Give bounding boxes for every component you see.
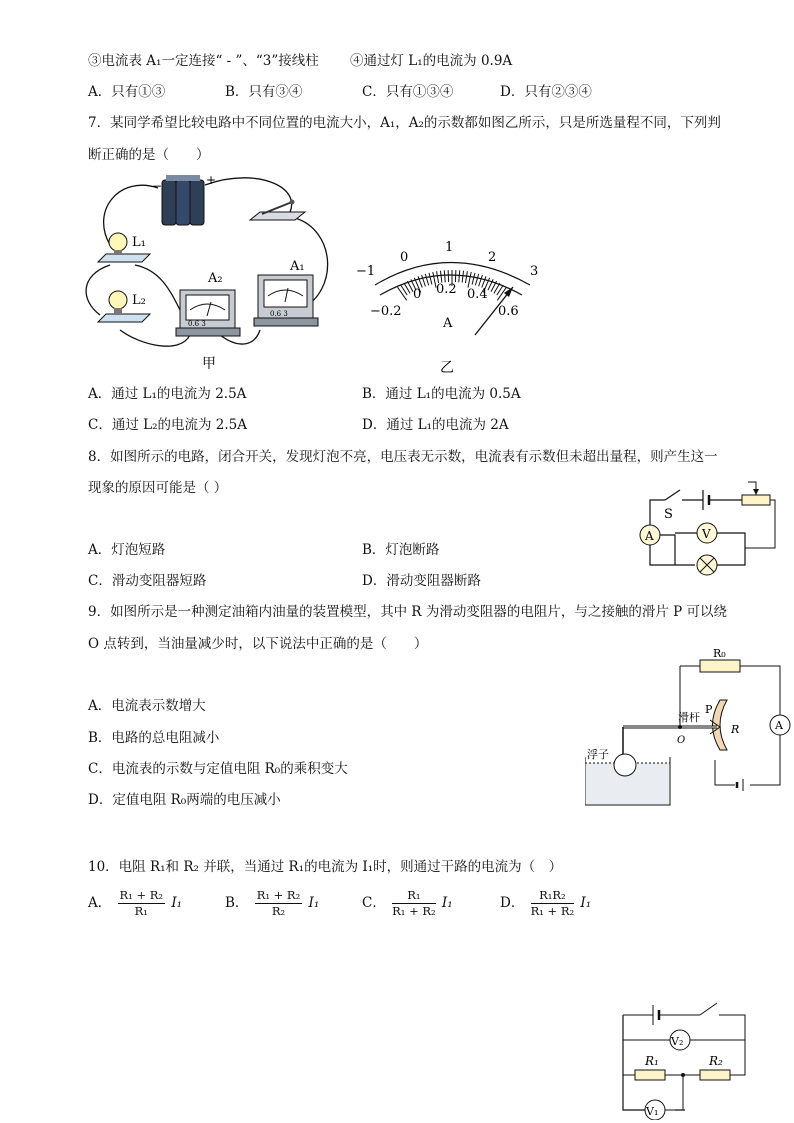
q6-option-c: C．只有①③④ bbox=[362, 84, 454, 100]
label-l1: L₁ bbox=[132, 235, 146, 250]
q9-stem-line1: 9．如图所示是一种测定油箱内油量的装置模型，其中 R 为滑动变阻器的电阻片，与之接触的滑片 P 可以绕 bbox=[88, 604, 728, 620]
q8-option-b: B．灯泡断路 bbox=[362, 542, 440, 558]
r1-label: R₁ bbox=[645, 1054, 659, 1068]
dial-outer-labels bbox=[356, 240, 538, 279]
q10-option-d-label: D． bbox=[500, 895, 525, 911]
q10-stem: 10．电阻 R₁和 R₂ 并联，当通过 R₁的电流为 I₁时，则通过干路的电流为（ ） bbox=[88, 859, 563, 875]
battery-minus: − bbox=[152, 179, 163, 193]
ammeter-a2-icon bbox=[176, 290, 240, 336]
inner-tick-label: 0 bbox=[413, 287, 422, 302]
fraction: $\frac{\text{R₁ + R₂}}{\text{R₁}}$ bbox=[119, 888, 164, 918]
pivot-o-label: O bbox=[677, 735, 686, 746]
dial-tick bbox=[429, 273, 432, 285]
outer-tick-label: −1 bbox=[356, 264, 376, 279]
battery-plus: + bbox=[206, 173, 217, 187]
q6-item-4: ④通过灯 L₁的电流为 0.9A bbox=[350, 53, 513, 69]
label-a1: A₁ bbox=[290, 259, 305, 274]
q10-option-c-label: C． bbox=[362, 895, 386, 911]
dial-tick bbox=[475, 274, 478, 286]
inner-tick-label: 0.6 bbox=[498, 304, 519, 319]
caption-jia: 甲 bbox=[202, 356, 216, 370]
q9-option-b: B．电路的总电阻减小 bbox=[88, 730, 220, 746]
q10-option-b-label: B． bbox=[225, 895, 249, 911]
ammeter-label: A bbox=[775, 719, 783, 732]
fraction: $\frac{\text{R₁R₂}}{\text{R₁ + R₂}}$ bbox=[530, 888, 575, 918]
switch-s-label: S bbox=[664, 507, 673, 522]
q8-option-a: A．灯泡短路 bbox=[88, 542, 166, 558]
voltmeter-v-label: V bbox=[702, 527, 711, 541]
q10-option-d: D． $\frac{\text{R₁R₂}}{\text{R₁ + R₂}}$ I₁ bbox=[500, 888, 592, 918]
q6-option-a: A．只有①③ bbox=[88, 84, 166, 100]
caption-yi: 乙 bbox=[440, 360, 454, 375]
figure-9-oil-gauge bbox=[585, 645, 794, 810]
fraction: $\frac{\text{R₁}}{\text{R₁ + R₂}}$ bbox=[392, 888, 436, 918]
q10-option-c: C． $\frac{\text{R₁}}{\text{R₁ + R₂}}$ I₁ bbox=[362, 888, 453, 918]
switch-icon bbox=[250, 200, 305, 221]
dial-tick bbox=[422, 275, 426, 286]
q6-item-3: ③电流表 A₁一定连接“ - ”、“3”接线柱 bbox=[88, 53, 319, 69]
q9-option-d: D．定值电阻 R₀两端的电压减小 bbox=[88, 792, 281, 808]
q8-option-c: C．滑动变阻器短路 bbox=[88, 573, 207, 589]
figure-8-circuit bbox=[630, 470, 780, 582]
a2-scale: 0.6 3 bbox=[188, 320, 206, 328]
q7-option-c: C．通过 L₂的电流为 2.5A bbox=[88, 417, 248, 433]
dial-tick bbox=[468, 272, 471, 288]
v1-label: V₁ bbox=[646, 1105, 659, 1118]
dial-tick bbox=[459, 270, 460, 282]
dial-unit: A bbox=[443, 316, 453, 331]
q7-option-b: B．通过 L₁的电流为 0.5A bbox=[362, 386, 521, 402]
figure-7-circuit-jia bbox=[80, 170, 345, 370]
q7-option-a: A．通过 L₁的电流为 2.5A bbox=[88, 386, 247, 402]
dial-tick bbox=[462, 271, 463, 283]
dial-inner-labels bbox=[370, 282, 519, 319]
q7-option-d: D．通过 L₁的电流为 2A bbox=[362, 417, 509, 433]
r0-label: R₀ bbox=[713, 647, 726, 660]
inner-tick-label: −0.2 bbox=[370, 304, 402, 319]
dial-tick bbox=[465, 271, 467, 283]
q7-stem-line1: 7．某同学希望比较电路中不同位置的电流大小，A₁，A₂的示数都如图乙所示，只是所选量程不同，下列判 bbox=[88, 115, 721, 131]
ammeter-a1-icon bbox=[254, 275, 318, 326]
float-label: 浮子 bbox=[587, 748, 609, 761]
a1-scale: 0.6 3 bbox=[270, 310, 288, 318]
q6-option-d: D．只有②③④ bbox=[500, 84, 592, 100]
q8-option-d: D．滑动变阻器断路 bbox=[362, 573, 481, 589]
dial-tick bbox=[440, 271, 441, 283]
ammeter-a-label: A bbox=[645, 529, 654, 543]
dial-tick bbox=[479, 275, 483, 286]
r-label: R bbox=[731, 723, 740, 736]
figure-7-meter-yi bbox=[350, 235, 550, 375]
q10-option-b: B． $\frac{\text{R₁ + R₂}}{\text{R₂}}$ I₁ bbox=[225, 888, 320, 918]
v2-label: V₂ bbox=[671, 1035, 684, 1048]
q9-option-c: C．电流表的示数与定值电阻 R₀的乘积变大 bbox=[88, 761, 348, 777]
inner-tick-label: 0.4 bbox=[467, 287, 488, 302]
r2-label: R₂ bbox=[709, 1054, 723, 1068]
inner-tick-label: 0.2 bbox=[436, 282, 457, 297]
label-l2: L₂ bbox=[132, 293, 146, 308]
dial-tick bbox=[482, 276, 486, 287]
q8-stem-line2: 现象的原因可能是（ ） bbox=[88, 480, 228, 496]
q10-option-a: A． $\frac{\text{R₁ + R₂}}{\text{R₁}}$ I₁ bbox=[88, 888, 183, 918]
outer-tick-label: 0 bbox=[400, 250, 409, 265]
outer-tick-label: 1 bbox=[445, 240, 454, 255]
slider-p-label: P bbox=[705, 703, 713, 716]
fraction: $\frac{\text{R₁ + R₂}}{\text{R₂}}$ bbox=[256, 888, 301, 918]
q9-option-a: A．电流表示数增大 bbox=[88, 698, 206, 714]
outer-tick-label: 3 bbox=[530, 264, 539, 279]
dial-tick bbox=[425, 274, 428, 286]
dial-tick bbox=[472, 273, 475, 285]
q7-stem-line2: 断正确的是（ ） bbox=[88, 147, 210, 163]
figure-10-circuit bbox=[615, 990, 765, 1120]
q8-stem-line1: 8．如图所示的电路，闭合开关，发现灯泡不亮，电压表无示数，电流表有示数但未超出量程，则产生这一 bbox=[88, 449, 718, 465]
battery-icon bbox=[162, 175, 204, 225]
label-a2: A₂ bbox=[208, 271, 223, 286]
outer-tick-label: 2 bbox=[488, 250, 497, 265]
q10-option-a-label: A． bbox=[88, 895, 112, 911]
q6-option-b: B．只有③④ bbox=[225, 84, 303, 100]
lever-label: 滑杆 bbox=[678, 711, 700, 724]
dial-tick bbox=[444, 270, 445, 282]
q9-stem-line2: O 点转到，当油量减少时，以下说法中正确的是（ ） bbox=[88, 636, 428, 652]
dial-tick bbox=[398, 287, 407, 300]
